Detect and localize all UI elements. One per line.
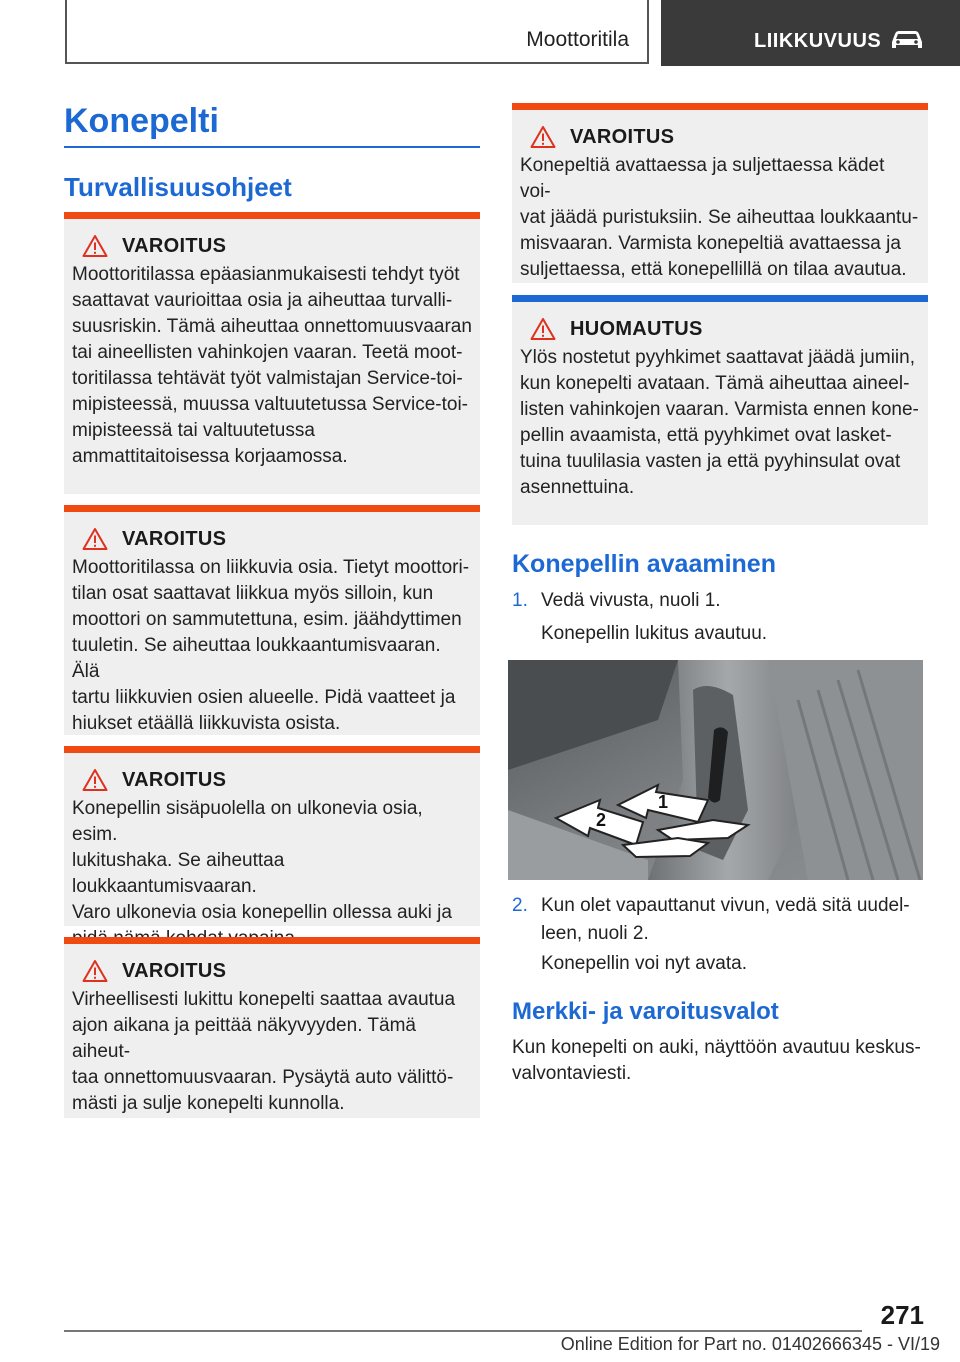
- text-line: hiukset etäällä liikkuvista osista.: [72, 713, 341, 734]
- text-line: tai aineellisten vahinkojen vaaran. Teetä moot‐: [72, 342, 463, 363]
- step-number: 2.: [512, 895, 528, 916]
- car-icon: [889, 26, 925, 52]
- box-title: VAROITUS: [570, 125, 675, 148]
- text-line: suljettaessa, että konepellillä on tilaa avautua.: [520, 259, 907, 280]
- box-body: [520, 153, 920, 283]
- paragraph: [512, 1035, 928, 1087]
- page-number: 271: [880, 1300, 924, 1330]
- box-body: [72, 262, 472, 470]
- step-text: Vedä vivusta, nuoli 1.: [541, 590, 721, 611]
- box-body: [72, 987, 472, 1117]
- box-title: HUOMAUTUS: [570, 317, 703, 340]
- step-note: Konepellin lukitus avautuu.: [541, 623, 768, 644]
- box-body: [72, 555, 472, 737]
- arrow-label-1: 1: [658, 792, 669, 812]
- box-body: [72, 796, 472, 952]
- warning-triangle-icon: [82, 768, 108, 792]
- text-line: saattavat vaurioittaa osia ja aiheuttaa turvalli‐: [72, 290, 453, 311]
- header-section-tab: [661, 0, 960, 66]
- header-chapter-tab: [65, 0, 649, 64]
- page-subtitle: Turvallisuusohjeet: [64, 172, 292, 202]
- text-line: Virheellisesti lukittu konepelti saattaa avautua: [72, 989, 456, 1010]
- warning-box: [64, 937, 480, 1118]
- step-2: [512, 892, 928, 948]
- warning-triangle-icon: [530, 125, 556, 149]
- step-number: 1.: [512, 590, 528, 611]
- warning-box: [64, 746, 480, 926]
- text-line: vat jäädä puristuksiin. Se aiheuttaa loukkaantu‐: [520, 207, 919, 228]
- text-line: lukitushaka. Se aiheuttaa loukkaantumisvaaran.: [72, 850, 285, 897]
- box-title: VAROITUS: [122, 527, 227, 550]
- text-line: ajon aikana ja peittää näkyvyyden. Tämä aiheut‐: [72, 1015, 416, 1062]
- text-line: valvontaviesti.: [512, 1063, 632, 1084]
- warning-triangle-icon: [82, 959, 108, 983]
- text-line: Konepellin sisäpuolella on ulkonevia osia, esim.: [72, 798, 423, 845]
- text-line: moottori on sammutettuna, esim. jäähdyttimen: [72, 609, 462, 630]
- box-title: VAROITUS: [122, 768, 227, 791]
- hood-release-photo: [508, 660, 923, 880]
- warning-triangle-icon: [82, 527, 108, 551]
- text-line: Varo ulkonevia osia konepellin ollessa auki ja: [72, 902, 452, 923]
- text-line: mipisteessä, muussa valtuutetussa Service-toi‐: [72, 394, 468, 415]
- text-line: tilan osat saattavat liikkua myös silloin, kun: [72, 583, 434, 604]
- text-line: mipisteessä tai valtuutetussa: [72, 420, 315, 441]
- footer-divider: [64, 1330, 862, 1332]
- warning-box: [64, 505, 480, 735]
- text-line: Kun konepelti on auki, näyttöön avautuu keskus‐: [512, 1037, 921, 1058]
- step-text-line: leen, nuoli 2.: [541, 923, 649, 944]
- text-line: mästi ja sulje konepelti kunnolla.: [72, 1093, 345, 1114]
- header-chapter: Moottoritila: [526, 28, 629, 51]
- text-line: Ylös nostetut pyyhkimet saattavat jäädä jumiin,: [520, 347, 915, 368]
- text-line: asennettuina.: [520, 477, 635, 498]
- title-divider: [64, 146, 480, 148]
- step-note: Konepellin voi nyt avata.: [541, 953, 747, 974]
- section-heading: Merkki- ja varoitusvalot: [512, 998, 779, 1025]
- box-title: VAROITUS: [122, 234, 227, 257]
- text-line: listen vahinkojen vaaran. Varmista ennen kone‐: [520, 399, 919, 420]
- text-line: tuina tuulilasia vasten ja että pyyhinsulat ovat: [520, 451, 901, 472]
- warning-box: [64, 212, 480, 494]
- text-line: toritilassa tehtävät työt valmistajan Service-toi‐: [72, 368, 463, 389]
- text-line: ammattitaitoisessa korjaamossa.: [72, 446, 348, 467]
- text-line: Konepeltiä avattaessa ja suljettaessa kädet voi‐: [520, 155, 885, 202]
- text-line: kun konepelti avataan. Tämä aiheuttaa aineel‐: [520, 373, 910, 394]
- text-line: taa onnettomuusvaaran. Pysäytä auto välittö‐: [72, 1067, 454, 1088]
- hood-release-illustration: [508, 660, 923, 880]
- text-line: misvaaran. Varmista konepeltiä avattaessa ja: [520, 233, 901, 254]
- text-line: Moottoritilassa on liikkuvia osia. Tietyt moottori‐: [72, 557, 470, 578]
- box-title: VAROITUS: [122, 959, 227, 982]
- arrow-label-2: 2: [596, 810, 607, 830]
- text-line: pellin avaamista, että pyyhkimet ovat lasket‐: [520, 425, 892, 446]
- warning-box: [512, 103, 928, 283]
- page-title: Konepelti: [64, 102, 219, 140]
- text-line: tuuletin. Se aiheuttaa loukkaantumisvaaran. Älä: [72, 635, 441, 682]
- text-line: tartu liikkuvien osien alueelle. Pidä vaatteet ja: [72, 687, 456, 708]
- step-1: [512, 587, 928, 615]
- section-heading: Konepellin avaaminen: [512, 550, 776, 578]
- header-section: LIIKKUVUUS: [754, 30, 882, 52]
- text-line: Moottoritilassa epäasianmukaisesti tehdyt työt: [72, 264, 460, 285]
- box-body: [520, 345, 920, 501]
- notice-box: [512, 295, 928, 525]
- text-line: suusriskin. Tämä aiheuttaa onnettomuusvaaran: [72, 316, 472, 337]
- warning-triangle-icon: [82, 234, 108, 258]
- notice-triangle-icon: [530, 317, 556, 341]
- footer-edition: Online Edition for Part no. 01402666345 - VI/19: [560, 1334, 940, 1354]
- step-text-line: Kun olet vapauttanut vivun, vedä sitä uudel‐: [541, 895, 910, 916]
